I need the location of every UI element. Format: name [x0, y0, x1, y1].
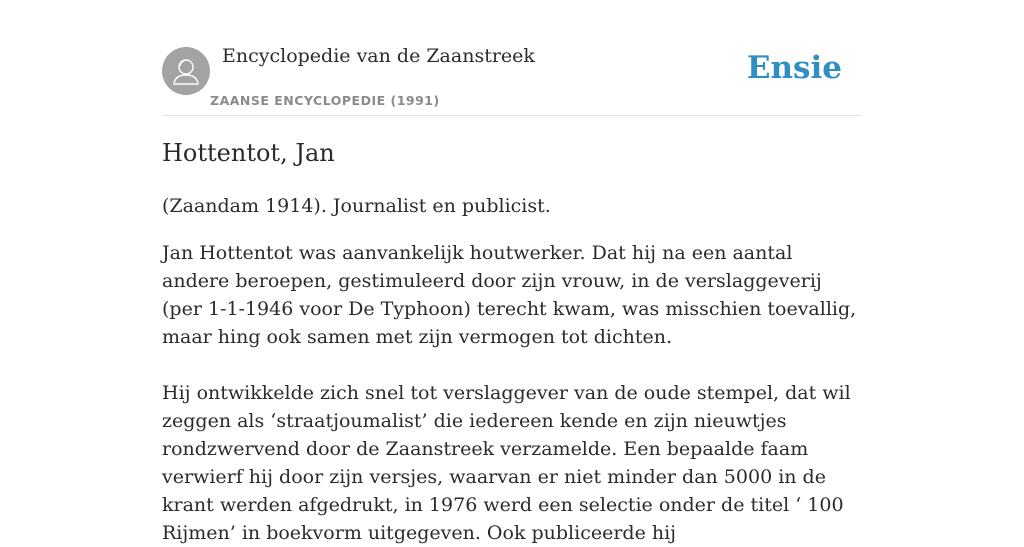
article-paragraph: Hij ontwikkelde zich snel tot verslaggever van de oude stempel, dat wil zeggen als ‘straatjoumalist’ die iedereen kende en zijn nieuwtjes rondzwervend door de Zaanstreek verzamelde. Een bepaalde faam verwierf hij door zijn versjes, waarvan er niet minder dan 5000 in de krant werden afgedrukt, in 1976 werd een selectie onder de titel ‘ 100 Rijmen’ in boekvorm uitgegeven. Ook publiceerde hij	[162, 382, 851, 544]
article-intro: (Zaandam 1914). Journalist en publicist.	[162, 195, 551, 217]
article-paragraph: Jan Hottentot was aanvankelijk houtwerker. Dat hij na een aantal andere beroepen, gestimuleerd door zijn vrouw, in de verslaggeverij (per 1-1-1946 voor De Typhoon) terecht kwam, was misschien toevallig, maar hing ook samen met zijn vermogen tot dichten.	[162, 242, 857, 348]
source-subtitle[interactable]: ZAANSE ENCYCLOPEDIE (1991)	[210, 93, 440, 108]
paragraph-spacer	[162, 351, 862, 379]
ensie-logo[interactable]: Ensie	[746, 50, 842, 86]
source-header	[162, 0, 862, 116]
article-title: Hottentot, Jan	[162, 139, 335, 167]
user-icon	[162, 47, 210, 95]
source-avatar[interactable]	[162, 47, 210, 95]
article-container	[162, 0, 862, 544]
article-body	[162, 192, 862, 547]
source-title[interactable]: Encyclopedie van de Zaanstreek	[222, 45, 535, 67]
